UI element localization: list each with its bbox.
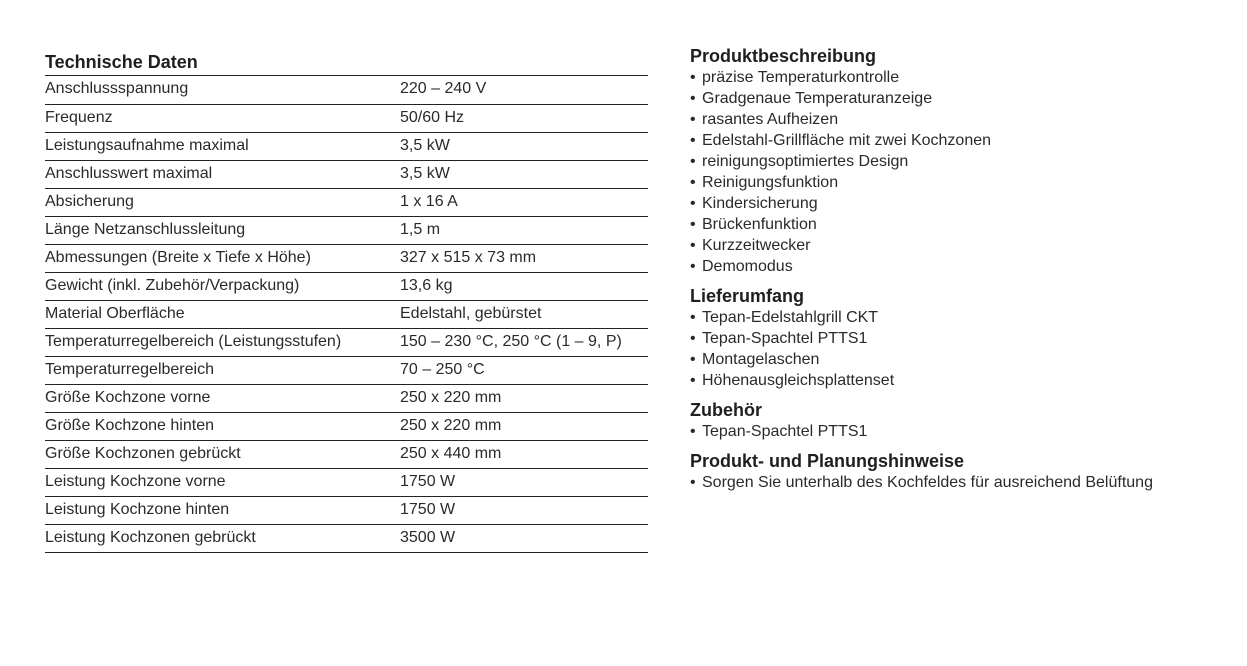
spec-label: Temperaturregelbereich (Leistungsstufen) [45,328,400,356]
spec-value: 1750 W [400,468,648,496]
info-section [690,450,1230,493]
section-title: Produkt- und Planungshinweise [690,451,965,471]
bullet-icon: • [690,474,696,491]
spec-table [45,76,648,553]
info-section [690,45,1230,277]
spec-label: Leistung Kochzonen gebrückt [45,524,400,552]
technical-data-section [45,50,648,553]
bullet-icon: • [690,195,696,212]
list-item-text: Kindersicherung [702,195,818,212]
list-item [690,193,1230,214]
section-title: Lieferumfang [690,286,805,306]
bullet-icon: • [690,90,696,107]
list-item-text: Tepan-Edelstahlgrill CKT [702,309,879,326]
list-item [690,130,1230,151]
spec-value: 250 x 220 mm [400,412,648,440]
spec-label: Leistung Kochzone hinten [45,496,400,524]
table-row [45,188,648,216]
bullet-icon: • [690,423,696,440]
table-row [45,300,648,328]
table-row [45,216,648,244]
bullet-icon: • [690,351,696,368]
list-item-text: Montagelaschen [702,351,820,368]
list-item [690,172,1230,193]
list-item-text: rasantes Aufheizen [702,111,839,128]
table-row [45,524,648,552]
spec-value: 13,6 kg [400,272,648,300]
table-row [45,440,648,468]
technical-data-title: Technische Daten [45,50,648,76]
list-item [690,370,1230,391]
list-item-text: Reinigungsfunktion [702,174,839,191]
spec-label: Leistung Kochzone vorne [45,468,400,496]
table-row [45,328,648,356]
bullet-list [690,307,1230,391]
list-item [690,235,1230,256]
list-item-text: Tepan-Spachtel PTTS1 [702,330,868,347]
list-item [690,109,1230,130]
table-row [45,104,648,132]
table-row [45,468,648,496]
list-item [690,421,1230,442]
list-item [690,328,1230,349]
spec-value: 3500 W [400,524,648,552]
spec-label: Größe Kochzone hinten [45,412,400,440]
list-item-text: Tepan-Spachtel PTTS1 [702,423,868,440]
list-item-text: Sorgen Sie unterhalb des Kochfeldes für ausreichend Belüftung [702,474,1153,491]
spec-label: Abmessungen (Breite x Tiefe x Höhe) [45,244,400,272]
bullet-icon: • [690,69,696,86]
list-item-text: Gradgenaue Temperaturanzeige [702,90,933,107]
table-row [45,244,648,272]
spec-label: Größe Kochzonen gebrückt [45,440,400,468]
bullet-icon: • [690,174,696,191]
table-row [45,496,648,524]
bullet-list [690,421,1230,442]
spec-value: 1750 W [400,496,648,524]
list-item [690,67,1230,88]
list-item-text: Höhenausgleichsplattenset [702,372,895,389]
bullet-list [690,67,1230,277]
bullet-list [690,472,1230,493]
spec-label: Frequenz [45,104,400,132]
table-row [45,356,648,384]
list-item-text: präzise Temperaturkontrolle [702,69,900,86]
list-item-text: Demomodus [702,258,793,275]
table-row [45,132,648,160]
spec-value: 3,5 kW [400,132,648,160]
bullet-icon: • [690,216,696,233]
table-row [45,160,648,188]
table-row [45,76,648,104]
info-section [690,399,1230,442]
list-item-text: Brückenfunktion [702,216,817,233]
spec-label: Temperaturregelbereich [45,356,400,384]
spec-table-body [45,76,648,552]
spec-label: Material Oberfläche [45,300,400,328]
spec-value: 70 – 250 °C [400,356,648,384]
list-item-text: Edelstahl-Grillfläche mit zwei Kochzonen [702,132,992,149]
spec-label: Leistungsaufnahme maximal [45,132,400,160]
table-row [45,384,648,412]
list-item-text: reinigungsoptimiertes Design [702,153,909,170]
spec-label: Größe Kochzone vorne [45,384,400,412]
spec-value: 150 – 230 °C, 250 °C (1 – 9, P) [400,328,648,356]
bullet-icon: • [690,372,696,389]
table-row [45,412,648,440]
list-item [690,151,1230,172]
bullet-icon: • [690,258,696,275]
spec-value: 3,5 kW [400,160,648,188]
bullet-icon: • [690,330,696,347]
bullet-icon: • [690,111,696,128]
spec-value: 1 x 16 A [400,188,648,216]
bullet-icon: • [690,237,696,254]
spec-label: Gewicht (inkl. Zubehör/Verpackung) [45,272,400,300]
list-item [690,349,1230,370]
spec-value: 250 x 440 mm [400,440,648,468]
list-item [690,214,1230,235]
bullet-icon: • [690,132,696,149]
list-item [690,472,1230,493]
list-item [690,88,1230,109]
section-title: Zubehör [690,400,762,420]
spec-value: 1,5 m [400,216,648,244]
list-item [690,256,1230,277]
spec-value: Edelstahl, gebürstet [400,300,648,328]
bullet-icon: • [690,309,696,326]
spec-value: 250 x 220 mm [400,384,648,412]
spec-label: Anschlussspannung [45,76,400,104]
spec-label: Absicherung [45,188,400,216]
spec-value: 327 x 515 x 73 mm [400,244,648,272]
info-section [690,285,1230,391]
spec-label: Länge Netzanschlussleitung [45,216,400,244]
table-row [45,272,648,300]
spec-value: 220 – 240 V [400,76,648,104]
list-item-text: Kurzzeitwecker [702,237,811,254]
spec-value: 50/60 Hz [400,104,648,132]
product-info-column [690,45,1230,501]
bullet-icon: • [690,153,696,170]
section-title: Produktbeschreibung [690,46,877,66]
spec-label: Anschlusswert maximal [45,160,400,188]
list-item [690,307,1230,328]
